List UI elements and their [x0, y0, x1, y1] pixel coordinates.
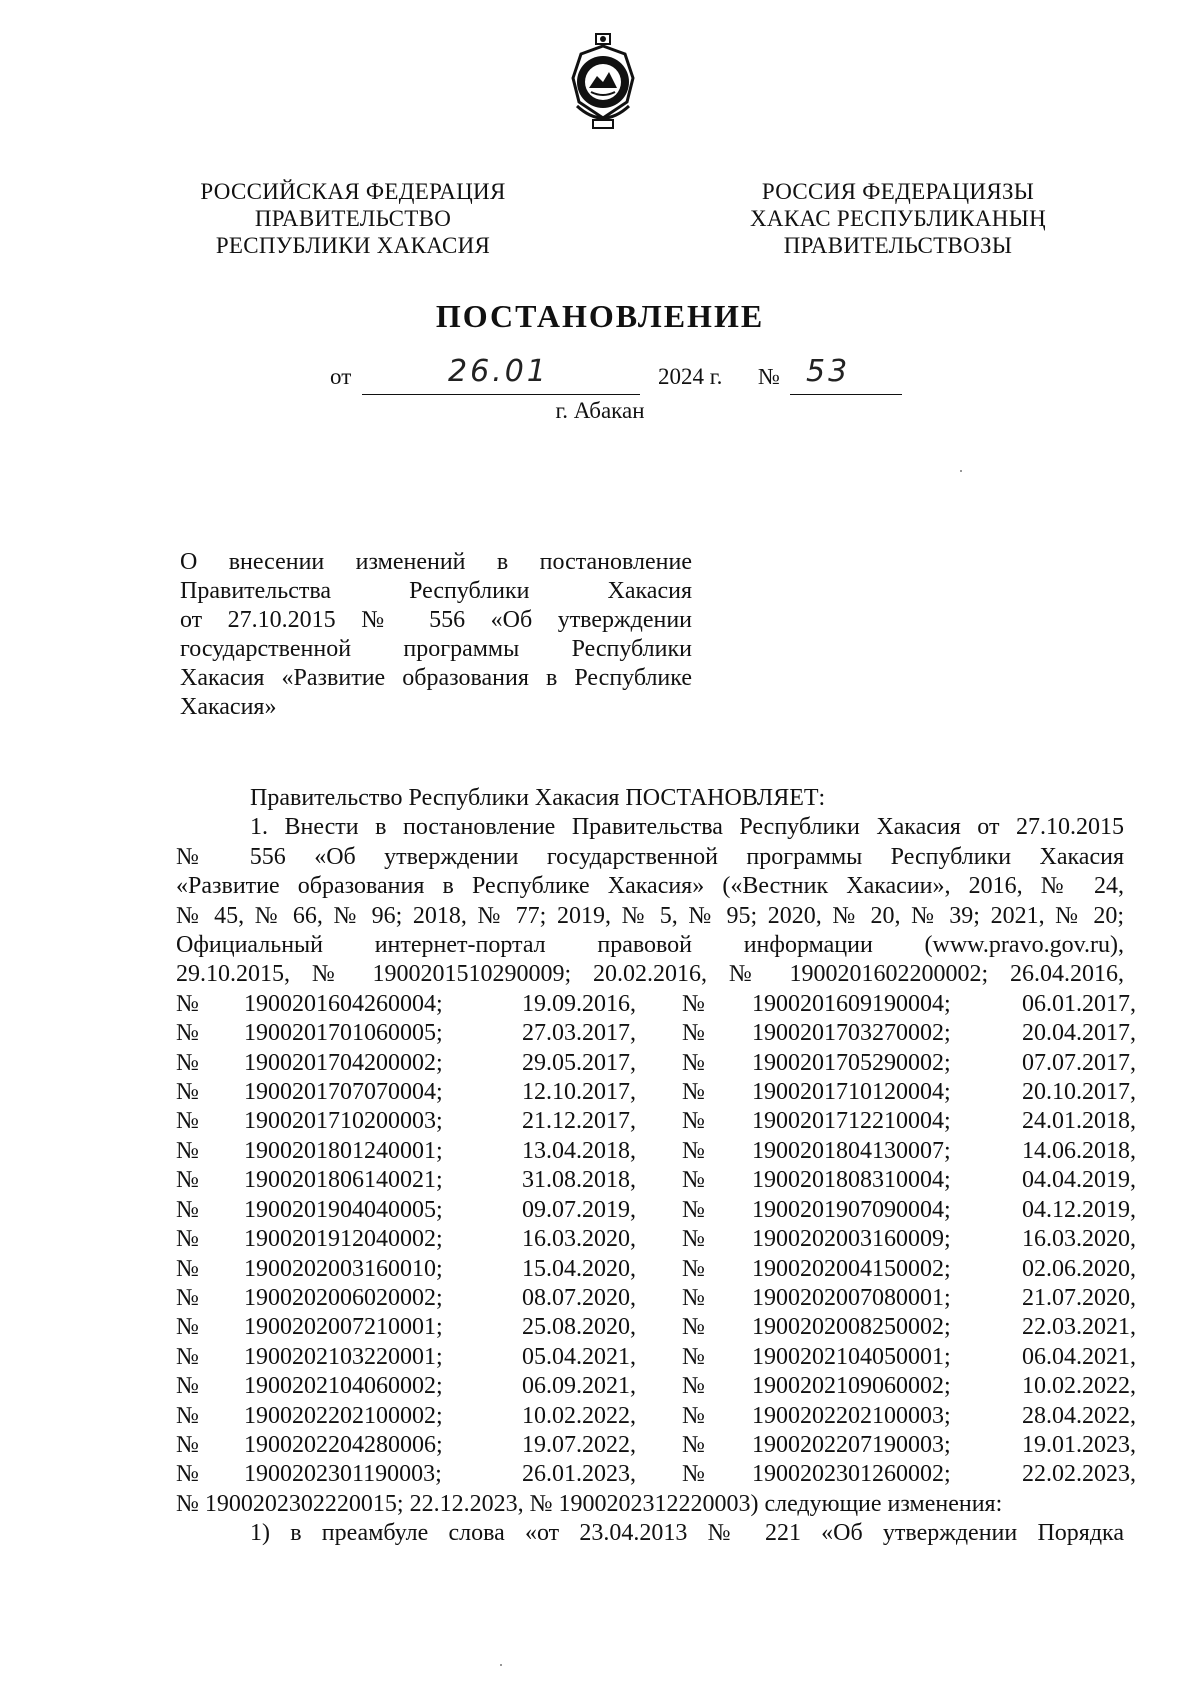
table-cell: №: [176, 1079, 199, 1106]
table-cell: 09.07.2019,: [522, 1196, 636, 1223]
body-line: Официальный интернет-портал правовой информации (www.pravo.gov.ru),: [176, 932, 1124, 959]
table-cell: 1900201904040005;: [244, 1196, 443, 1223]
table-cell: 10.02.2022,: [1022, 1373, 1136, 1400]
table-cell: 15.04.2020,: [522, 1255, 636, 1282]
table-cell: №: [176, 1373, 199, 1400]
table-cell: 02.06.2020,: [1022, 1255, 1136, 1282]
table-cell: 1900201705290002;: [752, 1049, 951, 1076]
table-cell: №: [682, 1137, 705, 1164]
body-line: 29.10.2015, № 1900201510290009; 20.02.2016, № 1900201602200002; 26.04.2016,: [176, 961, 1124, 988]
document-title: ПОСТАНОВЛЕНИЕ: [435, 298, 765, 334]
table-cell: 1900202003160010;: [244, 1255, 443, 1282]
date-line: [330, 354, 910, 398]
table-cell: 1900201912040002;: [244, 1226, 443, 1253]
table-cell: 06.01.2017,: [1022, 990, 1136, 1017]
table-cell: №: [176, 1108, 199, 1135]
table-cell: 1900201710120004;: [752, 1079, 951, 1106]
body-line: «Развитие образования в Республике Хакасия» («Вестник Хакасии», 2016, № 24,: [176, 873, 1124, 900]
table-cell: 1900201707070004;: [244, 1079, 443, 1106]
table-cell: 21.07.2020,: [1022, 1284, 1136, 1311]
table-cell: 20.10.2017,: [1022, 1079, 1136, 1106]
table-cell: 19.01.2023,: [1022, 1431, 1136, 1458]
table-cell: №: [176, 1196, 199, 1223]
number-sign: №: [758, 364, 780, 389]
table-cell: №: [682, 1314, 705, 1341]
table-cell: 1900202301190003;: [244, 1461, 442, 1488]
table-cell: №: [176, 1049, 199, 1076]
table-row: [176, 1196, 1136, 1225]
table-cell: 19.09.2016,: [522, 990, 636, 1017]
header-left: [183, 178, 523, 259]
table-row: [176, 1078, 1136, 1107]
table-cell: 21.12.2017,: [522, 1108, 636, 1135]
header-left-line: РОССИЙСКАЯ ФЕДЕРАЦИЯ: [200, 179, 506, 204]
table-cell: №: [682, 1255, 705, 1282]
scan-speck: [500, 1664, 502, 1666]
coat-of-arms-icon: [565, 32, 641, 132]
subject-line: Правительства Республики Хакасия: [180, 578, 692, 604]
table-cell: №: [682, 990, 705, 1017]
header-left-line: РЕСПУБЛИКИ ХАКАСИЯ: [215, 233, 491, 258]
table-row: [176, 1166, 1136, 1195]
table-row: [176, 1019, 1136, 1048]
table-cell: 1900202202100002;: [244, 1402, 443, 1429]
subject-line: от 27.10.2015 № 556 «Об утверждении: [180, 607, 692, 633]
table-cell: №: [176, 1402, 199, 1429]
table-cell: 1900201703270002;: [752, 1020, 951, 1047]
table-cell: №: [682, 1343, 705, 1370]
table-cell: 1900202204280006;: [244, 1431, 443, 1458]
table-cell: №: [682, 1402, 705, 1429]
table-cell: №: [682, 1461, 705, 1488]
table-cell: 27.03.2017,: [522, 1020, 636, 1047]
table-cell: 1900202004150002;: [752, 1255, 951, 1282]
handwritten-number: 53: [806, 354, 851, 389]
date-prefix: от: [330, 364, 352, 389]
table-cell: №: [682, 1020, 705, 1047]
table-cell: 1900202007080001;: [752, 1284, 951, 1311]
table-cell: 1900201704200002;: [244, 1049, 443, 1076]
table-cell: 08.07.2020,: [522, 1284, 636, 1311]
header-left-line: ПРАВИТЕЛЬСТВО: [254, 206, 452, 231]
table-cell: 1900201801240001;: [244, 1137, 443, 1164]
body-line: № 556 «Об утверждении государственной программы Республики Хакасия: [176, 843, 1124, 870]
table-cell: №: [176, 1226, 199, 1253]
table-cell: 14.06.2018,: [1022, 1137, 1136, 1164]
body-line: № 45, № 66, № 96; 2018, № 77; 2019, № 5, № 95; 2020, № 20, № 39; 2021, № 20;: [176, 902, 1124, 929]
table-cell: 1900202104060002;: [244, 1373, 443, 1400]
table-cell: 12.10.2017,: [522, 1079, 636, 1106]
table-cell: 1900202207190003;: [752, 1431, 951, 1458]
table-cell: №: [682, 1108, 705, 1135]
date-year: 2024 г.: [658, 364, 723, 389]
table-row: [176, 1372, 1136, 1401]
table-cell: №: [176, 1167, 199, 1194]
table-row: [176, 1343, 1136, 1372]
table-cell: 1900201710200003;: [244, 1108, 443, 1135]
table-row: [176, 1255, 1136, 1284]
table-cell: 16.03.2020,: [1022, 1226, 1136, 1253]
table-cell: 31.08.2018,: [522, 1167, 636, 1194]
table-cell: 24.01.2018,: [1022, 1108, 1136, 1135]
table-cell: 05.04.2021,: [522, 1343, 636, 1370]
table-cell: 1900201907090004;: [752, 1196, 951, 1223]
table-cell: 04.12.2019,: [1022, 1196, 1136, 1223]
table-row: [176, 1225, 1136, 1254]
table-cell: 22.02.2023,: [1022, 1461, 1136, 1488]
document-body: [176, 784, 1136, 1549]
table-cell: 1900201804130007;: [752, 1137, 951, 1164]
table-cell: 13.04.2018,: [522, 1137, 636, 1164]
header-right-line: ПРАВИТЕЛЬСТВОЗЫ: [783, 233, 1013, 258]
table-cell: 26.01.2023,: [522, 1461, 636, 1488]
table-cell: 1900201808310004;: [752, 1167, 951, 1194]
table-row: [176, 1402, 1136, 1431]
table-cell: 22.03.2021,: [1022, 1314, 1136, 1341]
table-cell: №: [176, 990, 199, 1017]
table-cell: 28.04.2022,: [1022, 1402, 1136, 1429]
subject-block: [180, 548, 692, 722]
table-cell: 1900202202100003;: [752, 1402, 951, 1429]
table-row: [176, 1137, 1136, 1166]
table-cell: 20.04.2017,: [1022, 1020, 1136, 1047]
table-row: [176, 1049, 1136, 1078]
table-cell: 10.02.2022,: [522, 1402, 636, 1429]
header-right-line: РОССИЯ ФЕДЕРАЦИЯЗЫ: [761, 179, 1035, 204]
table-cell: 1900202104050001;: [752, 1343, 951, 1370]
table-cell: №: [682, 1284, 705, 1311]
table-cell: 1900202006020002;: [244, 1284, 443, 1311]
table-row: [176, 1460, 1136, 1489]
table-cell: 1900201712210004;: [752, 1108, 951, 1135]
table-cell: 1900201604260004;: [244, 990, 443, 1017]
table-cell: №: [682, 1196, 705, 1223]
table-row: [176, 990, 1136, 1019]
table-cell: 1900202008250002;: [752, 1314, 951, 1341]
subject-line: О внесении изменений в постановление: [180, 549, 692, 575]
subject-line: Хакасия»: [180, 694, 277, 720]
handwritten-date: 26.01: [448, 354, 549, 389]
table-cell: №: [176, 1137, 199, 1164]
decree-line: Правительство Республики Хакасия ПОСТАНОВЛЯЕТ:: [250, 785, 826, 811]
table-row: [176, 1284, 1136, 1313]
table-cell: 1900202301260002;: [752, 1461, 951, 1488]
table-cell: 06.04.2021,: [1022, 1343, 1136, 1370]
table-cell: №: [682, 1226, 705, 1253]
subject-line: Хакасия «Развитие образования в Республике: [180, 665, 692, 691]
item-line: 1) в преамбуле слова «от 23.04.2013 № 221 «Об утверждении Порядка: [250, 1520, 1124, 1547]
header-right-line: ХАКАС РЕСПУБЛИКАНЫҢ: [750, 206, 1046, 231]
table-cell: 07.07.2017,: [1022, 1049, 1136, 1076]
table-cell: №: [176, 1431, 199, 1458]
body-line: № 1900202302220015; 22.12.2023, № 1900202312220003) следующие изменения:: [176, 1490, 1003, 1517]
table-cell: №: [682, 1431, 705, 1458]
table-cell: №: [176, 1461, 199, 1488]
scan-speck: [960, 470, 962, 472]
registration-number-list: [176, 990, 1136, 1490]
table-cell: №: [176, 1020, 199, 1047]
table-cell: 1900202103220001;: [244, 1343, 443, 1370]
table-cell: №: [682, 1079, 705, 1106]
table-row: [176, 1107, 1136, 1136]
table-cell: №: [682, 1373, 705, 1400]
table-cell: 25.08.2020,: [522, 1314, 636, 1341]
table-cell: 19.07.2022,: [522, 1431, 636, 1458]
table-cell: 06.09.2021,: [522, 1373, 636, 1400]
table-row: [176, 1431, 1136, 1460]
table-cell: 29.05.2017,: [522, 1049, 636, 1076]
body-line: 1. Внести в постановление Правительства Республики Хакасия от 27.10.2015: [250, 814, 1124, 841]
city: г. Абакан: [555, 398, 645, 423]
table-cell: №: [682, 1049, 705, 1076]
table-cell: №: [176, 1343, 199, 1370]
table-cell: №: [176, 1314, 199, 1341]
table-cell: 1900201806140021;: [244, 1167, 443, 1194]
table-cell: 04.04.2019,: [1022, 1167, 1136, 1194]
table-cell: 1900201701060005;: [244, 1020, 443, 1047]
header-right: [728, 178, 1068, 259]
table-cell: №: [176, 1255, 199, 1282]
table-cell: 16.03.2020,: [522, 1226, 636, 1253]
table-cell: 1900202003160009;: [752, 1226, 951, 1253]
table-cell: 1900201609190004;: [752, 990, 951, 1017]
table-cell: 1900202007210001;: [244, 1314, 443, 1341]
table-cell: №: [176, 1284, 199, 1311]
table-cell: №: [682, 1167, 705, 1194]
table-row: [176, 1313, 1136, 1342]
subject-line: государственной программы Республики: [180, 636, 692, 662]
table-cell: 1900202109060002;: [752, 1373, 951, 1400]
